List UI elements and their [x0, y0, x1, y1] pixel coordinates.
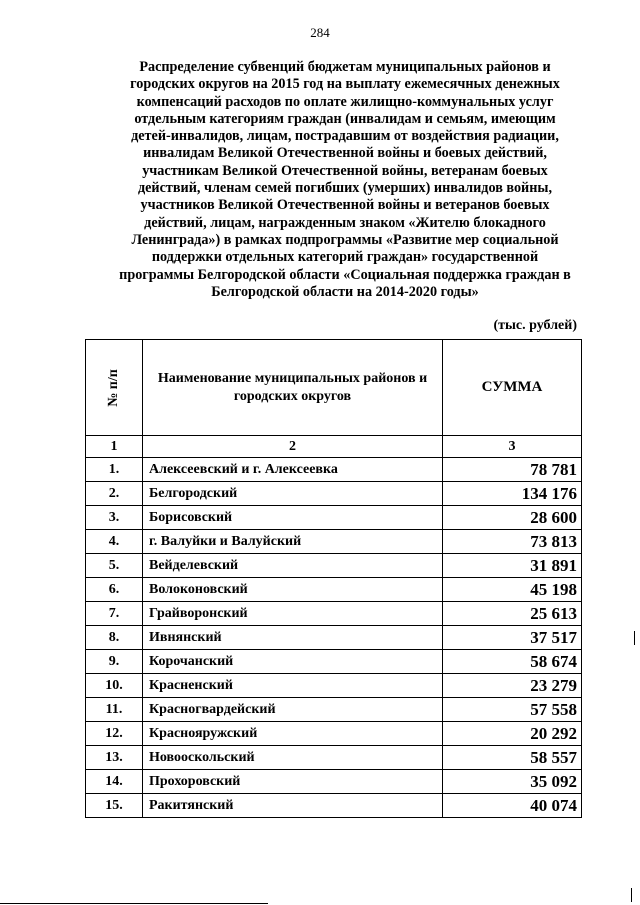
table-row	[86, 506, 582, 530]
table-row	[86, 722, 582, 746]
title-line: действий, членам семей погибших (умерших) инвалидов войны,	[137, 180, 553, 197]
subvention-amount: 57 558	[443, 698, 582, 722]
district-name: г. Валуйки и Валуйский	[143, 530, 443, 554]
district-name: Волоконовский	[143, 578, 443, 602]
district-name: Красногвардейский	[143, 698, 443, 722]
bottom-rule	[0, 903, 268, 904]
margin-mark	[634, 631, 635, 645]
subvention-amount: 45 198	[443, 578, 582, 602]
district-name: Корочанский	[143, 650, 443, 674]
row-number: 2.	[86, 482, 143, 506]
subvention-amount: 23 279	[443, 674, 582, 698]
subvention-amount: 58 674	[443, 650, 582, 674]
subvention-amount: 35 092	[443, 770, 582, 794]
title-line: действий, лицам, награжденным знаком «Жителю блокадного	[144, 214, 546, 231]
district-name: Ракитянский	[143, 794, 443, 818]
row-number: 13.	[86, 746, 143, 770]
row-number: 6.	[86, 578, 143, 602]
page-number: 284	[310, 25, 330, 40]
units-label: (тыс. рублей)	[493, 318, 577, 333]
subvention-amount: 25 613	[443, 602, 582, 626]
district-name: Борисовский	[143, 506, 443, 530]
row-number: 15.	[86, 794, 143, 818]
table-row	[86, 650, 582, 674]
table-row	[86, 458, 582, 482]
row-number: 4.	[86, 530, 143, 554]
column-index: 3	[443, 436, 582, 458]
row-number: 12.	[86, 722, 143, 746]
title-line: Белгородской области на 2014-2020 годы»	[211, 283, 479, 300]
title-line: отдельным категориям граждан (инвалидам и семьям, имеющим	[134, 110, 556, 127]
row-number: 8.	[86, 626, 143, 650]
table-row	[86, 698, 582, 722]
table-header-row	[86, 340, 582, 436]
subvention-amount: 134 176	[443, 482, 582, 506]
header-number	[86, 340, 143, 436]
table-row	[86, 746, 582, 770]
row-number: 1.	[86, 458, 143, 482]
district-name: Новооскольский	[143, 746, 443, 770]
subvention-amount: 28 600	[443, 506, 582, 530]
subvention-amount: 73 813	[443, 530, 582, 554]
title-line: компенсаций расходов по оплате жилищно-коммунальных услуг	[136, 93, 554, 110]
table-body	[86, 458, 582, 818]
subvention-amount: 40 074	[443, 794, 582, 818]
row-number: 10.	[86, 674, 143, 698]
subvention-amount: 58 557	[443, 746, 582, 770]
column-index-row	[86, 436, 582, 458]
table-row	[86, 482, 582, 506]
district-name: Красненский	[143, 674, 443, 698]
table-row	[86, 602, 582, 626]
table-row	[86, 554, 582, 578]
district-name: Краснояружский	[143, 722, 443, 746]
title-line: участникам Великой Отечественной войны, ветеранам боевых	[142, 162, 548, 179]
title-line: городских округов на 2015 год на выплату ежемесячных денежных	[130, 76, 560, 93]
row-number: 9.	[86, 650, 143, 674]
table-row	[86, 770, 582, 794]
table-row	[86, 794, 582, 818]
subvention-amount: 20 292	[443, 722, 582, 746]
document-title	[100, 59, 590, 301]
table-row	[86, 626, 582, 650]
subvention-amount: 78 781	[443, 458, 582, 482]
title-line: программы Белгородской области «Социальная поддержка граждан в	[119, 266, 571, 283]
row-number: 7.	[86, 602, 143, 626]
table-row	[86, 674, 582, 698]
district-name: Белгородский	[143, 482, 443, 506]
title-line: инвалидам Великой Отечественной войны и боевых действий,	[143, 145, 547, 162]
subvention-amount: 37 517	[443, 626, 582, 650]
district-name: Ивнянский	[143, 626, 443, 650]
title-line: участников Великой Отечественной войны и ветеранов боевых	[140, 197, 550, 214]
district-name: Прохоровский	[143, 770, 443, 794]
title-line: поддержки отдельных категорий граждан» государственной	[151, 249, 539, 266]
subvention-amount: 31 891	[443, 554, 582, 578]
title-line: Распределение субвенций бюджетам муниципальных районов и	[139, 59, 551, 75]
row-number: 3.	[86, 506, 143, 530]
district-name: Вейделевский	[143, 554, 443, 578]
district-name: Алексеевский и г. Алексеевка	[143, 458, 443, 482]
row-number: 11.	[86, 698, 143, 722]
header-sum: СУММА	[443, 340, 582, 436]
table-row	[86, 578, 582, 602]
subvention-table	[85, 339, 582, 818]
header-number-label: № п/п	[106, 368, 121, 407]
title-line: детей-инвалидов, лицам, пострадавшим от воздействия радиации,	[131, 128, 559, 145]
margin-mark	[631, 888, 632, 902]
title-line: Ленинграда») в рамках подпрограммы «Развитие мер социальной	[131, 231, 559, 248]
header-name: Наименование муниципальных районов и городских округов	[143, 340, 443, 436]
district-name: Грайворонский	[143, 602, 443, 626]
row-number: 14.	[86, 770, 143, 794]
row-number: 5.	[86, 554, 143, 578]
column-index: 1	[86, 436, 143, 458]
table-row	[86, 530, 582, 554]
column-index: 2	[143, 436, 443, 458]
